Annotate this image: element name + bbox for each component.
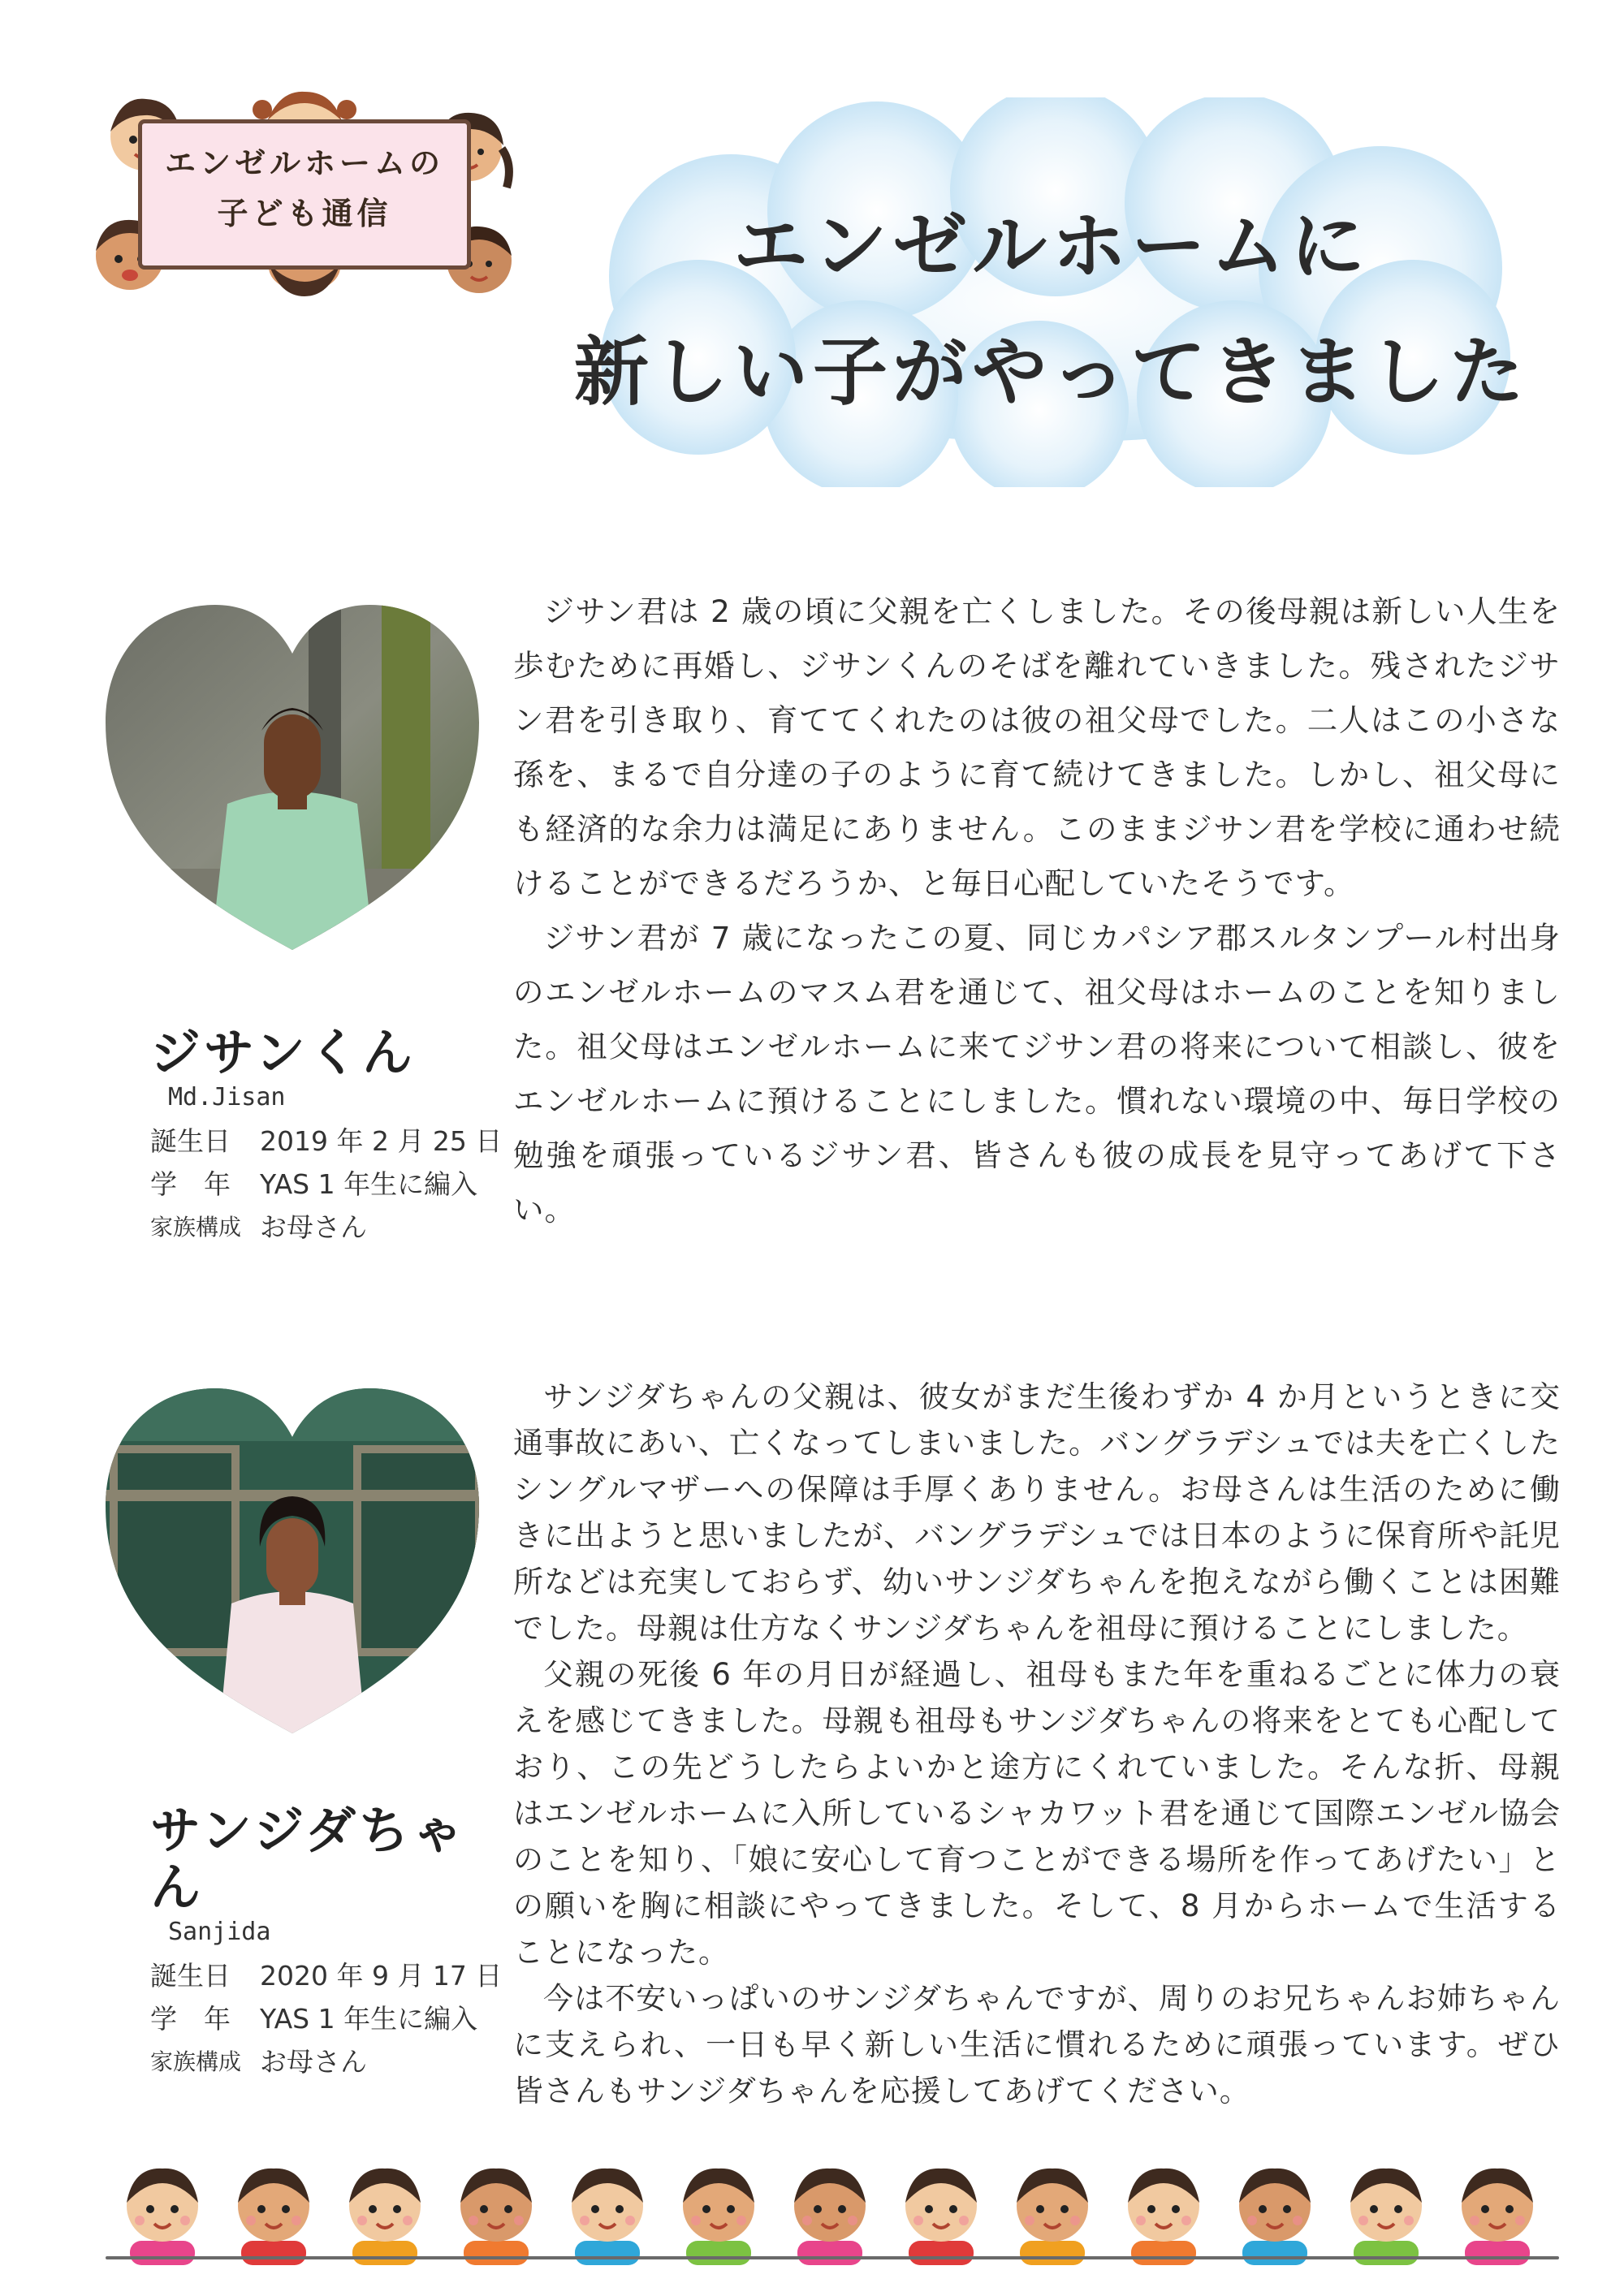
page-title-line2: 新しい子がやってきました bbox=[573, 329, 1529, 416]
title-cloud bbox=[568, 97, 1535, 487]
story-paragraph: ジサン君は 2 歳の頃に父親を亡くしました。その後母親は新しい人生を歩むために再婚し、ジサンくんのそばを離れていきました。残されたジサン君を引き取り、育ててくれたのは彼の祖父母でした。二人はこの小さな孫を、まるで自分達の子のように育て続けてきました。しかし、祖父母にも経済的な余力は満足にありません。このままジサン君を学校に通わせ続けることができるだろうか、と毎日心配していたそうです。 bbox=[513, 593, 1561, 901]
child-face-icon bbox=[905, 2169, 977, 2265]
child-face-icon bbox=[1128, 2169, 1199, 2265]
child-face-icon bbox=[794, 2169, 866, 2265]
child-face-icon bbox=[1017, 2169, 1088, 2265]
child-face-icon bbox=[683, 2169, 754, 2265]
child-face-icon bbox=[1350, 2169, 1422, 2265]
story-paragraph: ジサン君が 7 歳になったこの夏、同じカパシア郡スルタンプール村出身のエンゼルホームのマスム君を通じて、祖父母はホームのことを知りました。祖父母はエンゼルホームに来てジサン君の将来について相談し、彼をエンゼルホームに預けることにしました。慣れない環境の中、毎日学校の勉強を頑張っているジサン君、皆さんも彼の成長を見守ってあげて下さい。 bbox=[513, 920, 1561, 1228]
page-title-line1: エンゼルホームに bbox=[732, 203, 1370, 290]
child-face-icon bbox=[238, 2169, 309, 2265]
child-face-icon bbox=[1462, 2169, 1533, 2265]
fact-grade: 学 年 YAS 1 年生に編入 bbox=[150, 1168, 478, 1200]
footer-divider bbox=[106, 2256, 1559, 2259]
story-paragraph: 父親の死後 6 年の月日が経過し、祖母もまた年を重ねるごとに体力の衰えを感じてきました。母親も祖母もサンジダちゃんの将来をとても心配しており、この先どうしたらよいかと途方にくれていました。そんな折、母親はエンゼルホームに入所しているシャカワット君を通じて国際エンゼル協会のことを知り、「娘に安心して育つことができる場所を作ってあげたい」との願いを胸に相談にやってきました。そして、8 月からホームで生活することになった。 bbox=[513, 1657, 1561, 1970]
badge-title-line2: 子ども通信 bbox=[217, 196, 392, 231]
child-roman-name: Sanjida bbox=[168, 1918, 271, 1946]
child-roman-name: Md.Jisan bbox=[168, 1083, 286, 1111]
boy-portrait bbox=[106, 601, 479, 950]
girl-portrait bbox=[106, 1384, 479, 1733]
badge-title-line1: エンゼルホームの bbox=[164, 145, 444, 181]
child-face-icon bbox=[460, 2169, 532, 2265]
fact-family: 家族構成 お母さん bbox=[150, 2046, 367, 2078]
story-jisan bbox=[513, 585, 1561, 1237]
fact-birthday: 誕生日 2019 年 2 月 25 日 bbox=[150, 1125, 503, 1157]
child-facts bbox=[150, 1120, 508, 1249]
child-facts bbox=[150, 1954, 508, 2083]
child-profile bbox=[150, 1802, 508, 2083]
child-face-icon bbox=[572, 2169, 643, 2265]
heart-photo-frame bbox=[106, 1384, 479, 1733]
fact-birthday: 誕生日 2020 年 9 月 17 日 bbox=[150, 1960, 503, 1992]
child-face-icon bbox=[349, 2169, 421, 2265]
child-face-icon bbox=[127, 2169, 198, 2265]
story-sanjida bbox=[513, 1374, 1561, 2114]
heart-photo-frame bbox=[106, 601, 479, 950]
fact-family: 家族構成 お母さん bbox=[150, 1211, 367, 1243]
child-profile bbox=[150, 1025, 508, 1249]
child-name: サンジダちゃん bbox=[150, 1801, 466, 1917]
footer-children-illustration bbox=[106, 2156, 1559, 2277]
child-face-icon bbox=[1239, 2169, 1311, 2265]
fact-grade: 学 年 YAS 1 年生に編入 bbox=[150, 2003, 478, 2035]
story-paragraph: サンジダちゃんの父親は、彼女がまだ生後わずか 4 か月というときに交通事故にあい、亡くなってしまいました。バングラデシュでは夫を亡くしたシングルマザーへの保障は手厚くありません。お母さんは生活のために働きに出ようと思いましたが、バングラデシュでは日本のように保育所や託児所などは充実しておらず、幼いサンジダちゃんを抱えながら働くことは困難でした。母親は仕方なくサンジダちゃんを祖母に預けることにしました。 bbox=[513, 1379, 1561, 1646]
newsletter-badge bbox=[81, 85, 536, 304]
story-paragraph: 今は不安いっぱいのサンジダちゃんですが、周りのお兄ちゃんお姉ちゃんに支えられ、一日も早く新しい生活に慣れるために頑張っています。ぜひ皆さんもサンジダちゃんを応援してあげてください。 bbox=[513, 1981, 1561, 2108]
child-name: ジサンくん bbox=[150, 1023, 416, 1082]
badge-card bbox=[138, 119, 471, 270]
